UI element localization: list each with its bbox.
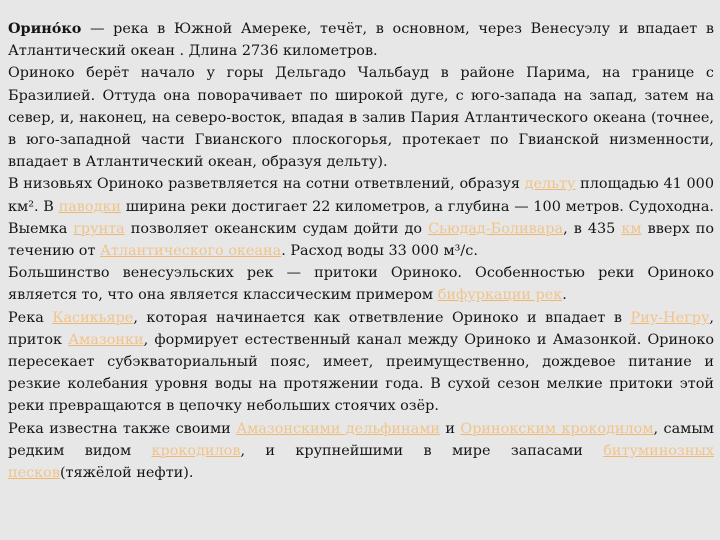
text-span: вверх по течению от	[8, 220, 714, 260]
text-span: позволяет океанским судам дойти до	[124, 220, 429, 237]
paragraph-casiquiare	[8, 307, 714, 418]
text-span: . Расход воды 33 000 м³/с.	[281, 243, 478, 260]
paragraph-source	[8, 62, 714, 173]
paragraph-delta	[8, 173, 714, 262]
text-span: (тяжёлой нефти).	[59, 465, 194, 482]
text-span: Большинство венесуэльских рек — притоки Ориноко. Особенностью реки Ориноко является то, что она является классическим примером	[8, 265, 714, 304]
text-span: — река в Южной Амереке, течёт, в основном, через Венесуэлу и впадает в Атлантический океан . Длина 2736 километров.	[8, 21, 714, 60]
text-span: ширина реки достигает 22 километров, а глубина — 100 метров. Судоходна. Выемка	[8, 198, 714, 237]
link-atlantic-ocean[interactable]: Атлантического океана	[100, 243, 282, 260]
text-span: .	[562, 287, 567, 304]
paragraph-intro	[8, 18, 714, 62]
text-span: В низовьях Ориноко разветвляется на сотни ответвлений, образуя	[8, 176, 525, 193]
link-casiquiare[interactable]: Касикьяре	[52, 309, 134, 326]
text-span: , которая начинается как ответвление Ориноко и впадает в	[133, 309, 631, 326]
link-km[interactable]: км	[621, 220, 642, 237]
link-amazon-dolphins[interactable]: Амазонскими дельфинами	[236, 420, 440, 437]
link-soil[interactable]: грунта	[73, 220, 125, 237]
link-orinoco-crocodile[interactable]: Оринокским крокодилом	[460, 420, 654, 437]
text-span: , и крупнейшими в мире запасами	[240, 442, 604, 459]
link-amazon[interactable]: Амазонки	[68, 331, 144, 348]
text-span: площадью 41 000 км². В	[8, 176, 714, 215]
link-floods[interactable]: паводки	[58, 198, 122, 215]
link-bituminous-sands[interactable]: битуминозных песков	[8, 442, 714, 482]
text-span: , формирует естественный канал между Ориноко и Амазонкой. Ориноко пересекает субэкваториальный пояс, имеет, преимущественно, дождевое питание и резкие колебания уровня воды на протяжении года. В сухой сезон мелкие притоки этой реки превращаются в цепочку небольших стоячих озёр.	[8, 331, 714, 415]
paragraph-fauna	[8, 418, 714, 485]
link-rio-negro[interactable]: Риу-Негру	[630, 309, 710, 326]
text-span: , самым редким видом	[8, 420, 714, 459]
text-span: и	[439, 420, 461, 437]
link-bifurcation[interactable]: бифуркации рек	[437, 287, 563, 304]
link-crocodiles[interactable]: крокодилов	[151, 442, 241, 459]
title-word: Орино́ко	[8, 20, 82, 37]
text-span: Ориноко берёт начало у горы Дельгадо Чальбауд в районе Парима, на границе с Бразилией. Оттуда она поворачивает по широкой дуге, с юго-запада на запад, затем на север, и, наконец, на северо-восток, впадая в залив Пария Атлантического океана (точнее, в юго-западной части Гвианского плоскогорья, протекает по Гвианской низменности, впадает в Атлантический океан, образуя дельту).	[8, 65, 714, 171]
text-span: , в 435	[563, 220, 622, 237]
link-ciudad-bolivar[interactable]: Сьюдад-Боливара	[428, 220, 564, 237]
text-span: , приток	[8, 309, 714, 348]
text-span: Река	[8, 309, 53, 326]
paragraph-tributaries	[8, 262, 714, 306]
article-text	[8, 18, 714, 484]
text-span: Река известна также своими	[8, 420, 237, 437]
link-delta[interactable]: дельту	[524, 176, 576, 193]
